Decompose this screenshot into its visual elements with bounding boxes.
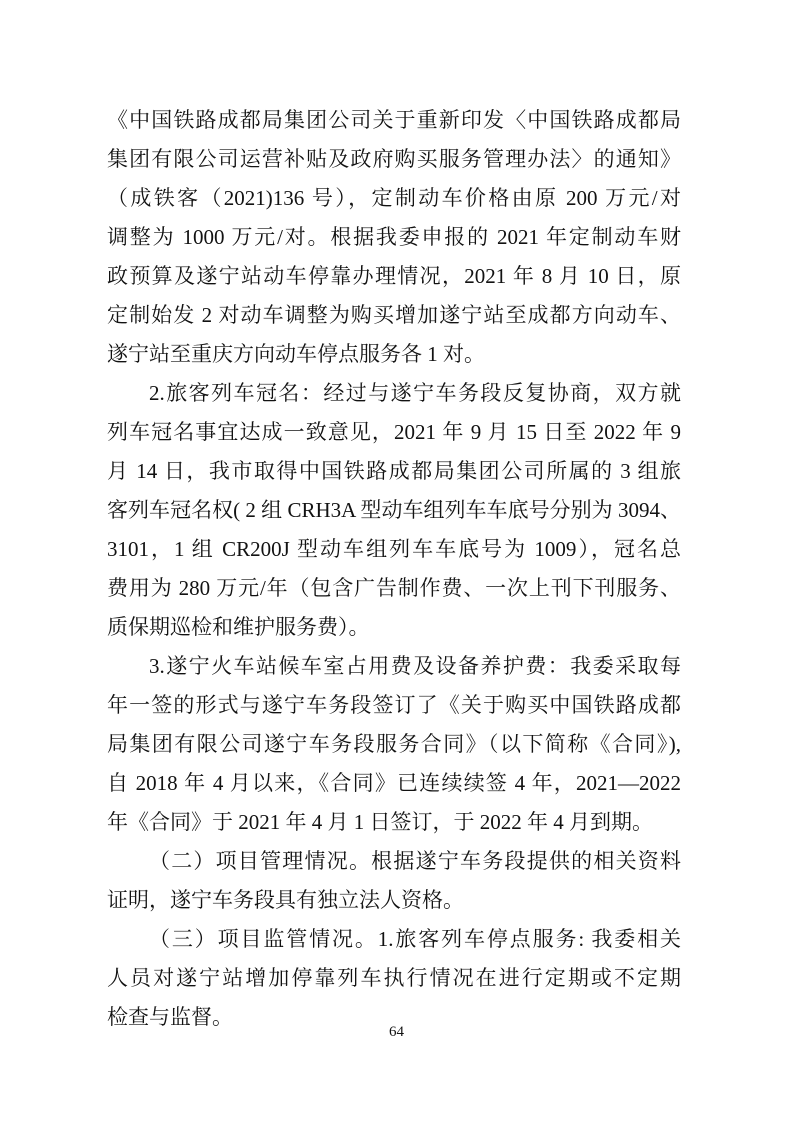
text-line: 费用为 280 万元/年（包含广告制作费、一次上刊下刊服务、: [107, 576, 681, 600]
text-line: 政预算及遂宁站动车停靠办理情况，2021 年 8 月 10 日，原: [107, 264, 681, 288]
text-line: 年一签的形式与遂宁车务段签订了《关于购买中国铁路成都: [107, 693, 681, 717]
text-line: 3.遂宁火车站候车室占用费及设备养护费：我委采取每: [149, 654, 681, 678]
text-line: （二）项目管理情况。根据遂宁车务段提供的相关资料: [149, 849, 681, 873]
text-line: 年《合同》于 2021 年 4 月 1 日签订，于 2022 年 4 月到期。: [107, 810, 653, 834]
text-line: 《中国铁路成都局集团公司关于重新印发〈中国铁路成都局: [107, 108, 681, 132]
text-line: 质保期巡检和维护服务费）。: [107, 615, 370, 639]
text-line: 3101，1 组 CR200J 型动车组列车车底号为 1009），冠名总: [107, 537, 681, 561]
text-line: 定制始发 2 对动车调整为购买增加遂宁站至成都方向动车、: [107, 303, 681, 327]
text-line: 客列车冠名权( 2 组 CRH3A 型动车组列车车底号分别为 3094、: [107, 498, 681, 522]
text-line: （三）项目监管情况。1.旅客列车停点服务: 我委相关: [149, 927, 681, 951]
text-line: 证明，遂宁车务段具有独立法人资格。: [107, 888, 464, 912]
page-number: 64: [389, 1024, 404, 1040]
text-line: 检查与监督。: [107, 1005, 233, 1029]
document-body-text: [107, 101, 681, 1037]
text-line: 集团有限公司运营补贴及政府购买服务管理办法〉的通知》: [107, 147, 681, 171]
text-line: 月 14 日，我市取得中国铁路成都局集团公司所属的 3 组旅: [107, 459, 681, 483]
text-line: 人员对遂宁站增加停靠列车执行情况在进行定期或不定期: [107, 966, 681, 990]
text-line: 遂宁站至重庆方向动车停点服务各 1 对。: [107, 342, 485, 366]
text-line: 调整为 1000 万元/对。根据我委申报的 2021 年定制动车财: [107, 225, 681, 249]
text-line: 2.旅客列车冠名：经过与遂宁车务段反复协商，双方就: [149, 381, 681, 405]
text-line: （成铁客（2021)136 号），定制动车价格由原 200 万元/对: [107, 186, 681, 210]
text-line: 局集团有限公司遂宁车务段服务合同》（以下简称《合同》),: [107, 732, 681, 756]
text-line: 自 2018 年 4 月以来，《合同》已连续续签 4 年，2021—2022: [107, 771, 681, 795]
text-line: 列车冠名事宜达成一致意见，2021 年 9 月 15 日至 2022 年 9: [107, 420, 681, 444]
